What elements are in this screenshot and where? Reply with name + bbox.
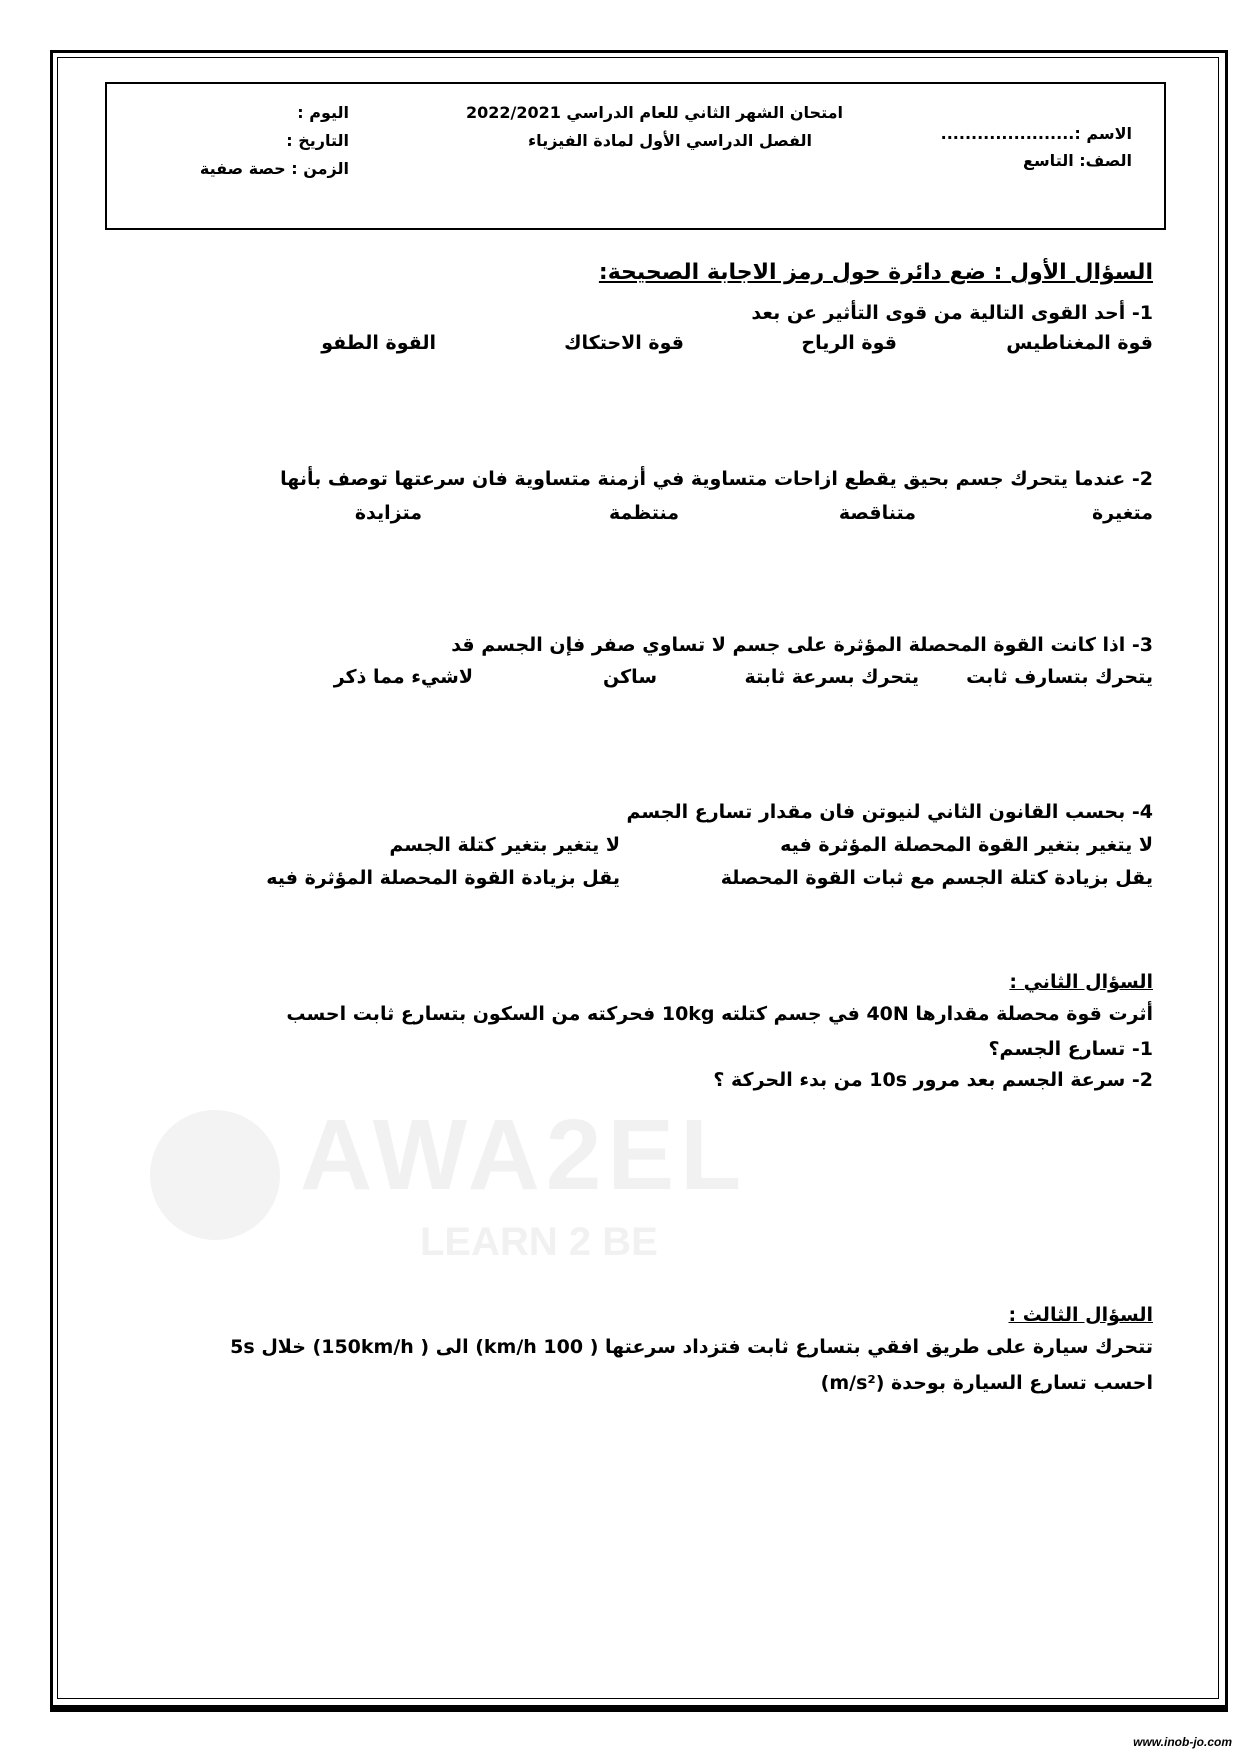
date-label: التاريخ : <box>286 131 349 150</box>
q1-item-2: 2- عندما يتحرك جسم بحيق يقطع ازاحات متساوية في أزمنة متساوية فان سرعتها توصف بأنها <box>280 468 1153 490</box>
time-label: الزمن : حصة صفية <box>199 159 349 178</box>
student-name-field: الاسم :...................... <box>940 124 1132 143</box>
q1-item-4: 4- بحسب القانون الثاني لنيوتن فان مقدار تسارع الجسم <box>626 801 1153 823</box>
option: يقل بزيادة كتلة الجسم مع ثبات القوة المحصلة <box>720 867 1153 889</box>
question-2-text: أثرت قوة محصلة مقدارها 40N في جسم كتلته 10kg فحركته من السكون بتسارع ثابت احسب <box>286 1003 1153 1025</box>
question-3-text: تتحرك سيارة على طريق افقي بتسارع ثابت فتزداد سرعتها ( 100 km/h) الى ( 150km/h) خلال 5s <box>230 1336 1153 1358</box>
option: ساكن <box>603 666 657 688</box>
option: قوة المغناطيس <box>1006 332 1153 354</box>
question-3-ask: احسب تسارع السيارة بوحدة (m/s²) <box>820 1372 1153 1394</box>
option: قوة الرياح <box>801 332 897 354</box>
option: يتحرك بسرعة ثابتة <box>744 666 919 688</box>
question-2-part: 1- تسارع الجسم؟ <box>988 1038 1153 1060</box>
question-1-title: السؤال الأول : ضع دائرة حول رمز الاجابة الصحيحة: <box>598 260 1153 285</box>
day-label: اليوم : <box>297 103 349 122</box>
option: متناقصة <box>838 502 916 524</box>
option: يتحرك بتسارف ثابت <box>966 666 1153 688</box>
option: لا يتغير بتغير القوة المحصلة المؤثرة فيه <box>780 834 1153 856</box>
watermark-logo-icon <box>150 1110 280 1240</box>
watermark-sub: LEARN 2 BE <box>420 1220 658 1264</box>
question-2-part: 2- سرعة الجسم بعد مرور 10s من بدء الحركة ؟ <box>713 1069 1153 1091</box>
option: لا يتغير بتغير كتلة الجسم <box>389 834 620 856</box>
option: قوة الاحتكاك <box>564 332 684 354</box>
option: يقل بزيادة القوة المحصلة المؤثرة فيه <box>266 867 620 889</box>
exam-subtitle: الفصل الدراسي الأول لمادة الفيزياء <box>528 131 812 150</box>
option: متغيرة <box>1091 502 1153 524</box>
watermark: AWA2EL <box>300 1099 748 1211</box>
option: القوة الطفو <box>321 332 436 354</box>
class-label: الصف: التاسع <box>1023 151 1132 170</box>
question-2-title: السؤال الثاني : <box>1009 971 1153 993</box>
footer-url: www.inob-jo.com <box>1133 1735 1232 1749</box>
q1-item-3: 3- اذا كانت القوة المحصلة المؤثرة على جسم لا تساوي صفر فإن الجسم قد <box>451 634 1153 656</box>
option: لاشيء مما ذكر <box>333 666 473 688</box>
q1-item-1: 1- أحد القوى التالية من قوى التأثير عن بعد <box>751 302 1153 324</box>
exam-title: امتحان الشهر الثاني للعام الدراسي 2022/2021 <box>465 103 843 122</box>
option: منتظمة <box>608 502 679 524</box>
option: متزايدة <box>354 502 422 524</box>
question-3-title: السؤال الثالث : <box>1008 1304 1153 1326</box>
